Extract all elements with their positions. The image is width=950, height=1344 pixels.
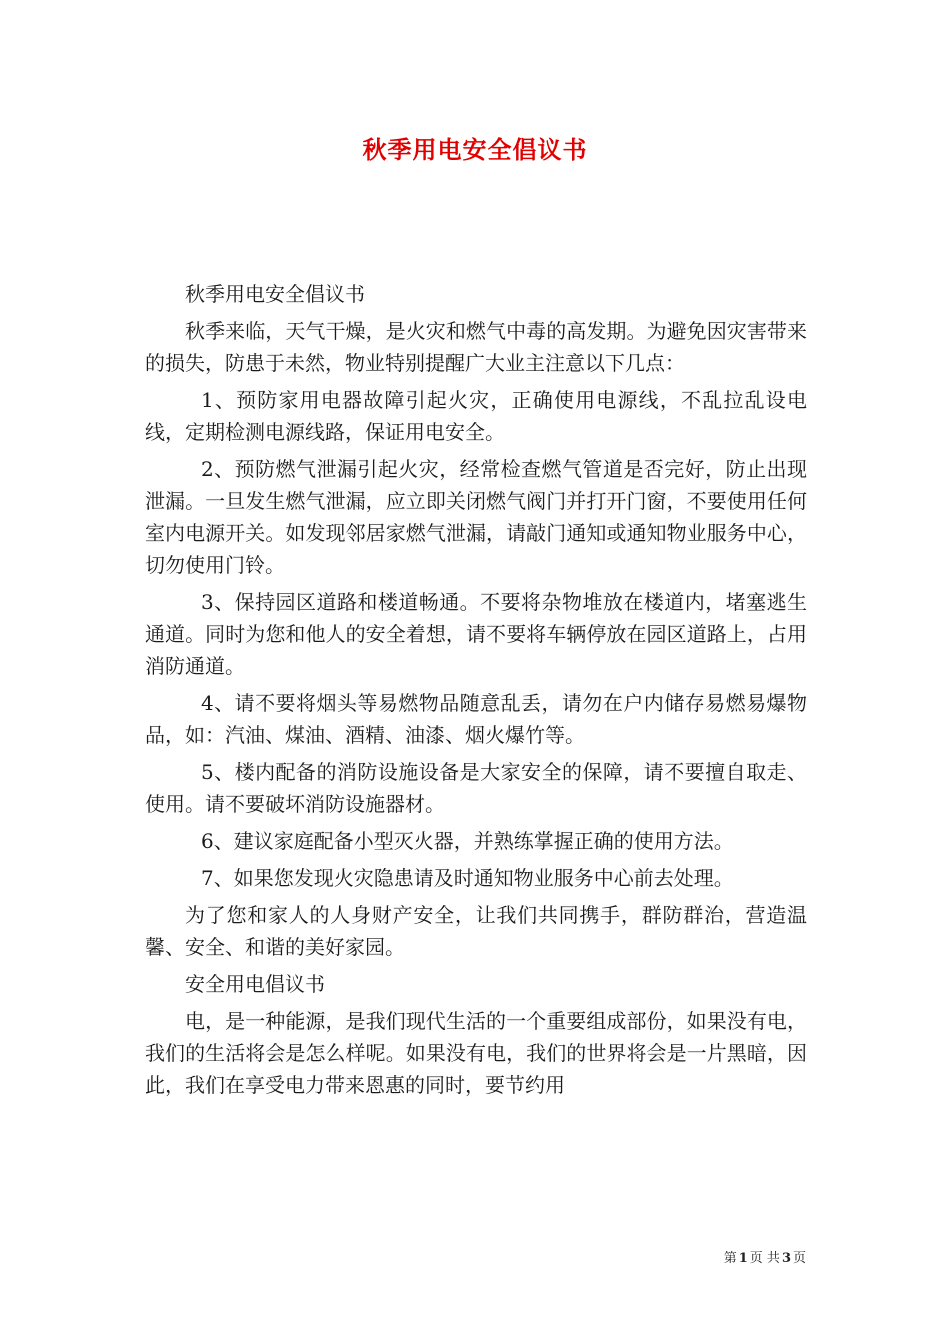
paragraph: 电，是一种能源，是我们现代生活的一个重要组成部份，如果没有电，我们的生活将会是怎么样呢。如果没有电，我们的世界将会是一片黑暗，因此，我们在享受电力带来恩惠的同时，要节约用 — [145, 1009, 807, 1097]
footer-middle: 页 共 — [749, 1251, 780, 1266]
list-item: 1、预防家用电器故障引起火灾，正确使用电源线，不乱拉乱设电线，定期检测电源线路，保证用电安全。 — [145, 388, 807, 444]
paragraph: 为了您和家人的人身财产安全，让我们共同携手，群防群治，营造温馨、安全、和谐的美好家园。 — [145, 903, 807, 959]
paragraph: 秋季来临，天气干燥，是火灾和燃气中毒的高发期。为避免因灾害带来的损失，防患于未然，物业特别提醒广大业主注意以下几点： — [145, 319, 807, 375]
list-item: 7、如果您发现火灾隐患请及时通知物业服务中心前去处理。 — [201, 866, 734, 890]
list-item: 4、请不要将烟头等易燃物品随意乱丢，请勿在户内储存易燃易爆物品，如：汽油、煤油、酒精、油漆、烟火爆竹等。 — [145, 691, 807, 747]
document-body — [145, 278, 807, 1106]
list-item: 3、保持园区道路和楼道畅通。不要将杂物堆放在楼道内，堵塞逃生通道。同时为您和他人的安全着想，请不要将车辆停放在园区道路上，占用消防通道。 — [145, 590, 807, 678]
current-page-number: 1 — [738, 1251, 748, 1266]
list-item: 6、建议家庭配备小型灭火器，并熟练掌握正确的使用方法。 — [201, 829, 734, 853]
footer-prefix: 第 — [723, 1251, 737, 1266]
page-number-footer — [0, 1247, 806, 1266]
footer-suffix: 页 — [792, 1251, 806, 1266]
list-item: 2、预防燃气泄漏引起火灾，经常检查燃气管道是否完好，防止出现泄漏。一旦发生燃气泄漏，应立即关闭燃气阀门并打开门窗，不要使用任何室内电源开关。如发现邻居家燃气泄漏，请敲门通知或通知物业服务中心，切勿使用门铃。 — [145, 457, 807, 577]
document-title: 秋季用电安全倡议书 — [362, 135, 588, 164]
total-pages-number: 3 — [781, 1251, 791, 1266]
paragraph: 安全用电倡议书 — [185, 972, 325, 996]
list-item: 5、楼内配备的消防设施设备是大家安全的保障，请不要擅自取走、使用。请不要破坏消防设施器材。 — [145, 760, 807, 816]
paragraph: 秋季用电安全倡议书 — [185, 282, 365, 306]
